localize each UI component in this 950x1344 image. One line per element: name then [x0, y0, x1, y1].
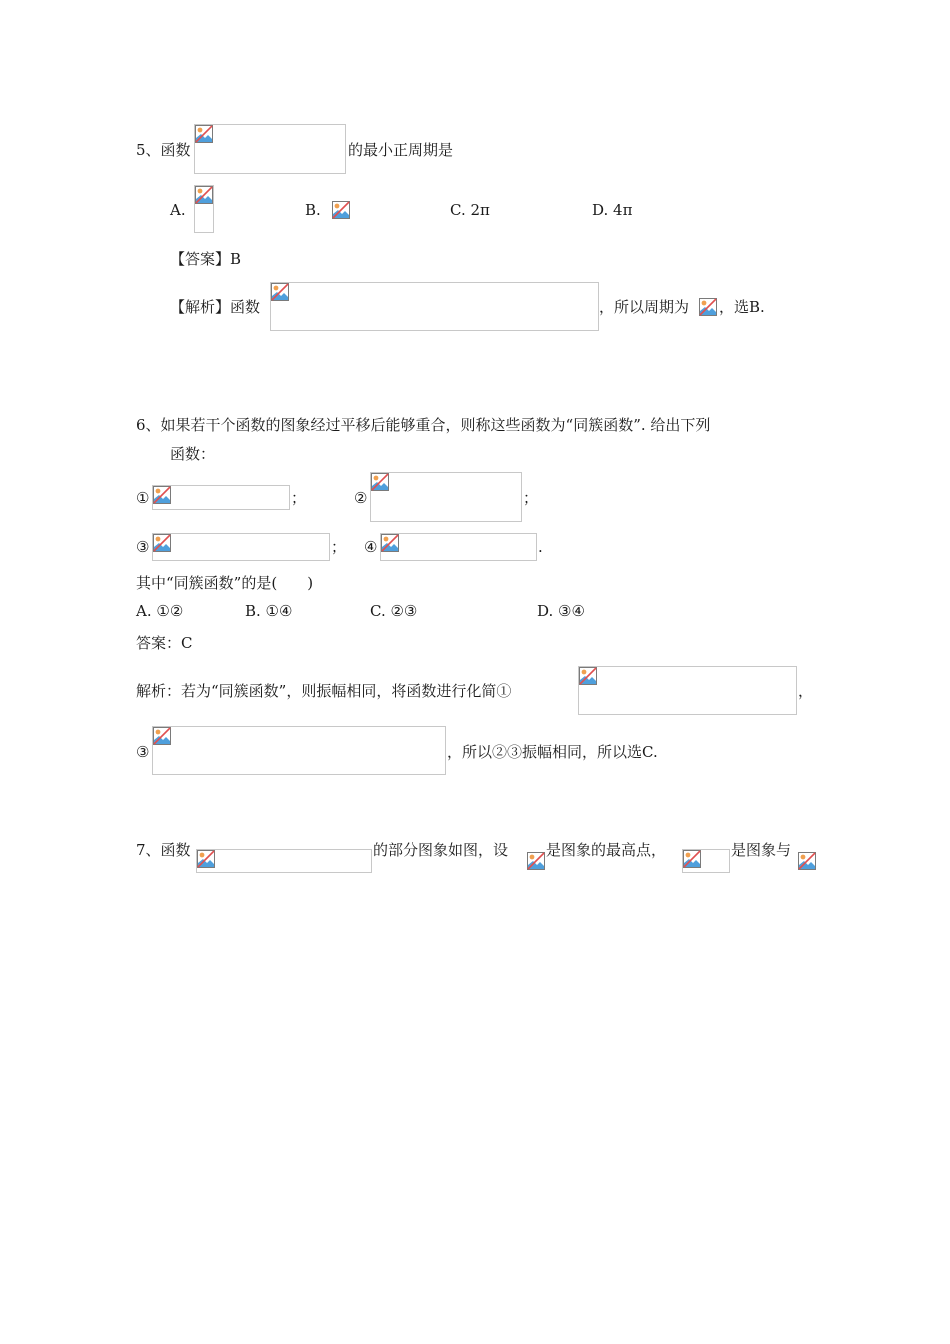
- q6-option-d: D. ③④: [537, 602, 585, 620]
- q6-item2-mark: ②: [354, 489, 368, 507]
- q6-item4-mark: ④: [364, 538, 378, 556]
- q6-item4-end: .: [538, 538, 543, 556]
- q5-stem-suffix: 的最小正周期是: [348, 141, 454, 159]
- q5-function-image: [194, 124, 346, 174]
- q6-item2-end: ；: [523, 489, 539, 507]
- q7-function-image: [196, 849, 372, 873]
- q6-item3-image: [152, 533, 330, 561]
- q5-option-d: D. 4π: [592, 201, 633, 219]
- q6-stem-line2: 函数：: [170, 445, 216, 463]
- q7-point-image3: [798, 852, 816, 870]
- q7-stem-mid1: 的部分图象如图，设: [373, 841, 509, 859]
- q6-item1-end: ；: [291, 489, 307, 507]
- broken-image-icon: [371, 473, 389, 491]
- broken-image-icon: [527, 852, 545, 870]
- broken-image-icon: [579, 667, 597, 685]
- q6-item3-end: ；: [331, 538, 347, 556]
- q6-analysis-image2: [152, 726, 446, 775]
- q5-option-b-image: [332, 201, 350, 219]
- broken-image-icon: [153, 727, 171, 745]
- q7-point-image2: [682, 849, 730, 873]
- q6-analysis-image1: [578, 666, 797, 715]
- q6-item1-image: [152, 485, 290, 510]
- q5-analysis-mid: ，所以周期为: [599, 298, 690, 316]
- q7-stem-mid3: 是图象与: [731, 841, 792, 859]
- q5-analysis-label: 【解析】函数: [170, 298, 261, 316]
- q6-question: 其中“同簇函数”的是( ): [136, 574, 314, 592]
- broken-image-icon: [153, 486, 171, 504]
- q5-answer: 【答案】B: [170, 250, 242, 268]
- q6-option-b: B. ①④: [245, 602, 293, 620]
- q7-stem-prefix: 7、函数: [136, 841, 191, 859]
- q6-answer: 答案：C: [136, 634, 193, 652]
- broken-image-icon: [195, 125, 213, 143]
- q6-item3-mark: ③: [136, 538, 150, 556]
- q6-analysis-line1-end: ，: [798, 682, 814, 700]
- broken-image-icon: [195, 186, 213, 204]
- q5-option-b: B.: [305, 201, 321, 219]
- broken-image-icon: [271, 283, 289, 301]
- q5-option-c: C. 2π: [450, 201, 490, 219]
- broken-image-icon: [381, 534, 399, 552]
- q6-item2-image: [370, 472, 522, 522]
- q6-analysis-line2-end: ，所以②③振幅相同，所以选C.: [447, 743, 658, 761]
- q6-stem-line1: 6、如果若干个函数的图象经过平移后能够重合，则称这些函数为“同簇函数”. 给出下列: [136, 416, 711, 434]
- q5-option-a: A.: [170, 201, 186, 219]
- broken-image-icon: [153, 534, 171, 552]
- q5-analysis-image: [270, 282, 599, 331]
- q6-item1-mark: ①: [136, 489, 150, 507]
- q5-period-image: [699, 298, 717, 316]
- q6-analysis-line2-mark: ③: [136, 743, 150, 761]
- broken-image-icon: [197, 850, 215, 868]
- broken-image-icon: [699, 298, 717, 316]
- q5-option-a-image: [194, 185, 214, 233]
- q5-stem-prefix: 5、函数: [136, 141, 191, 159]
- broken-image-icon: [683, 850, 701, 868]
- q6-option-c: C. ②③: [370, 602, 418, 620]
- q7-stem-mid2: 是图象的最高点，: [546, 841, 667, 859]
- q5-analysis-end: ，选B.: [719, 298, 765, 316]
- q6-option-a: A. ①②: [136, 602, 184, 620]
- q6-item4-image: [380, 533, 537, 561]
- q6-analysis-line1: 解析：若为“同簇函数”，则振幅相同，将函数进行化简①: [136, 682, 512, 700]
- broken-image-icon: [332, 201, 350, 219]
- q7-point-image1: [527, 852, 545, 870]
- broken-image-icon: [798, 852, 816, 870]
